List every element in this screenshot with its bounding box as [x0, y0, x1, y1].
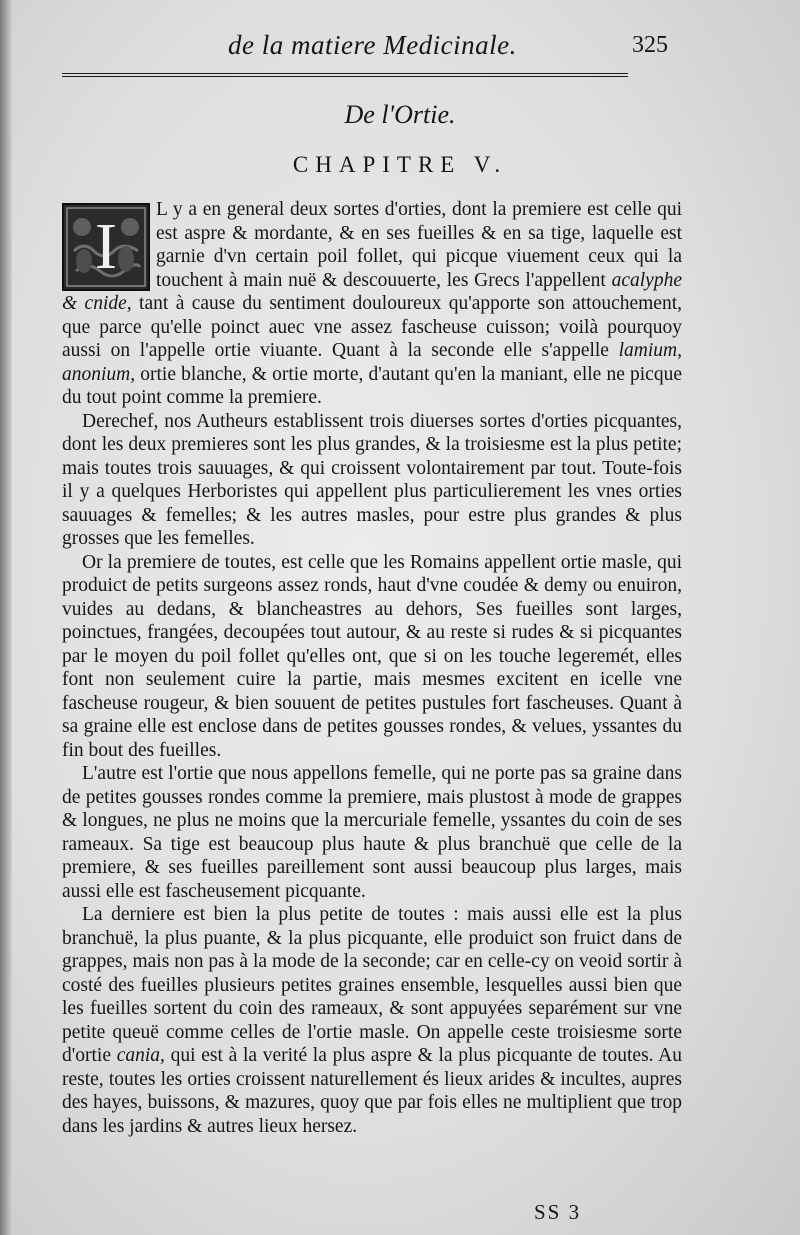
page-number: 325: [632, 32, 668, 58]
ornamental-rule: [62, 73, 628, 77]
chapter-title: CHAPITRE V.: [292, 152, 508, 177]
paragraph-1-text-continued: tant à cause du sentiment douloureux qu'apporte son attouchement, que parce qu'elle poinct auec vne assez fascheuse cuisson; voilà pourquoy aussi on l'appelle ortie viuante. Quant à la seconde elle s'appelle: [62, 293, 682, 361]
running-title: de la matiere Medicinale.: [228, 30, 517, 60]
drop-cap-space: [62, 198, 156, 292]
paragraph-1-text: L y a en general deux sortes d'orties, dont la premiere est celle qui est aspre & mordante, & en ses fueilles & en sa tige, laquelle est garnie d'vn certain poil follet, qui picque viuement ceux qui la touchent à main nuë & descouuerte, les Grecs l'appellent: [156, 199, 682, 291]
section-title: De l'Ortie.: [344, 100, 456, 129]
chapter-body: [62, 198, 682, 1138]
paragraph-3: Or la premiere de toutes, est celle que les Romains appellent ortie masle, qui produict de petits surgeons assez ronds, haut d'vne coudée & demy ou enuiron, vuides au dedans, & blancheastres au dehors, Ses fueilles sont larges, poinctues, frangées, decoupées tout autour, & au reste si rudes & si picquantes par le moyen du poil follet qu'elles ont, que si on les touche legeremét, elles font non seulement cuire la partie, mais mesmes excitent en icelle vne fascheuse rougeur, & bien souuent de petites pustules fort fascheuses. Quant à sa graine elle est enclose dans de petites gousses rondes, & velues, yssantes du fin bout des fueilles.: [62, 551, 682, 761]
paragraph-5-latin-name: cania: [116, 1045, 161, 1066]
paragraph-5-text: La derniere est bien la plus petite de toutes : mais aussi elle est la plus branchuë, la plus puante, & la plus picquante, elle produict son fruict dans de grappes, mais non pas à la mode de la seconde; car en celle-cy on veoid sortir à costé des fueilles plusieurs petites graines ensemble, lesquelles aussi bien que les fueilles sortent du coin des rameaux, & sont appuyées separément sur vne petite queuë comme celles de l'ortie masle. On appelle ceste troisiesme sorte d'ortie: [62, 904, 682, 1066]
signature-mark: SS 3: [534, 1200, 582, 1224]
running-head: [0, 30, 800, 64]
paragraph-1: [62, 198, 682, 410]
paragraph-4: L'autre est l'ortie que nous appellons femelle, qui ne porte pas sa graine dans de petites gousses rondes comme la premiere, mais plustost à mode de grappes & longues, ne plus ne moins que la mercuriale femelle, yssantes du coin de ses rameaux. Sa tige est beaucoup plus haute & plus branchuë que celle de la premiere, & ses fueilles pareillement sont aussi beaucoup plus larges, mais aussi elle est fascheusement picquante.: [62, 763, 682, 902]
paragraph-2: Derechef, nos Autheurs establissent trois diuerses sortes d'orties picquantes, dont les deux premieres sont les plus grandes, & la troisiesme est la plus petite; mais toutes trois sauuages, & qui croissent volontairement par tout. Toute-fois il y a quelques Herboristes qui appellent plus particulierement les vnes orties sauuages & femelles; & les autres masles, pour estre plus grandes & plus grosses que les femelles.: [62, 410, 682, 549]
paragraph-5-text-end: , qui est à la verité la plus aspre & la plus picquante de toutes. Au reste, toutes les orties croissent naturellement és lieux arides & incultes, aupres des hayes, buissons, & mazures, quoy que par fois elles ne multiplient que trop dans les jardins & autres lieux hersez.: [62, 1045, 682, 1137]
paragraph-1-latin-names: lamium, anonium,: [62, 340, 682, 385]
paragraph-1-greek-names: acalyphe & cnide,: [62, 269, 682, 314]
page-gutter-shadow: [0, 0, 12, 1235]
drop-cap-letter: I: [95, 210, 117, 283]
paragraph-5: [62, 903, 682, 1138]
paragraph-1-text-end: ortie blanche, & ortie morte, d'autant qu'en la maniant, elle ne picque du tout point comme la premiere.: [62, 363, 682, 408]
